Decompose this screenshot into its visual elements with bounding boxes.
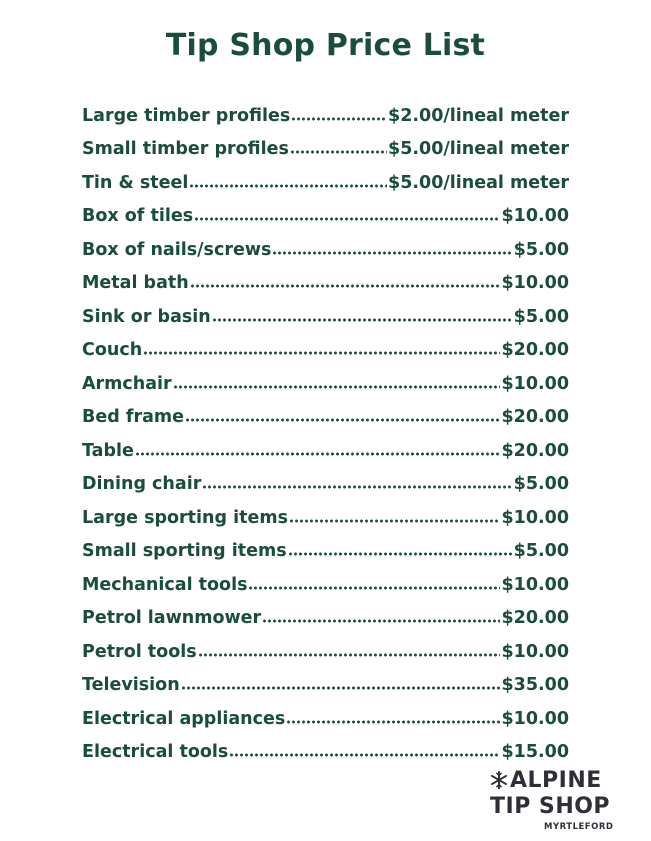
dot-leader bbox=[181, 686, 501, 690]
dot-leader bbox=[198, 653, 501, 657]
item-price: $5.00 bbox=[513, 306, 569, 327]
dot-leader bbox=[212, 318, 513, 322]
item-price: $2.00/lineal meter bbox=[388, 105, 569, 126]
item-label: Couch bbox=[82, 340, 143, 360]
price-row bbox=[82, 394, 569, 428]
item-price: $10.00 bbox=[501, 574, 569, 595]
dot-leader bbox=[288, 552, 513, 556]
price-row bbox=[82, 226, 569, 260]
item-price: $15.00 bbox=[501, 742, 569, 762]
price-row bbox=[82, 360, 569, 394]
dot-leader bbox=[272, 251, 512, 255]
price-row bbox=[82, 293, 569, 327]
dot-leader bbox=[143, 351, 500, 355]
item-price: $5.00 bbox=[513, 541, 569, 561]
price-row bbox=[82, 126, 569, 160]
item-label: Dining chair bbox=[82, 474, 202, 494]
price-row bbox=[82, 662, 569, 696]
item-label: Petrol tools bbox=[82, 641, 197, 662]
dot-leader bbox=[286, 720, 500, 724]
item-label: Armchair bbox=[82, 373, 172, 394]
item-price: $20.00 bbox=[501, 407, 569, 427]
price-row bbox=[82, 595, 569, 629]
price-row bbox=[82, 193, 569, 227]
price-row bbox=[82, 427, 569, 461]
item-label: Electrical tools bbox=[82, 742, 229, 762]
item-price: $20.00 bbox=[501, 340, 569, 360]
item-price: $10.00 bbox=[501, 373, 569, 394]
item-price: $10.00 bbox=[501, 507, 569, 528]
price-row bbox=[82, 695, 569, 729]
logo-text-alpine: ALPINE bbox=[510, 768, 602, 793]
snowflake-icon bbox=[490, 771, 508, 789]
dot-leader bbox=[290, 150, 387, 154]
item-label: Large sporting items bbox=[82, 507, 289, 528]
item-price: $10.00 bbox=[501, 708, 569, 729]
logo-text-myrtleford: MYRTLEFORD bbox=[544, 822, 614, 832]
price-row bbox=[82, 561, 569, 595]
price-row bbox=[82, 327, 569, 361]
price-row bbox=[82, 628, 569, 662]
item-label: Table bbox=[82, 440, 134, 461]
item-price: $20.00 bbox=[501, 440, 569, 461]
dot-leader bbox=[248, 586, 500, 590]
dot-leader bbox=[229, 753, 500, 757]
item-label: Large timber profiles bbox=[82, 105, 291, 126]
page-title: Tip Shop Price List bbox=[165, 28, 486, 63]
dot-leader bbox=[185, 418, 500, 422]
price-row bbox=[82, 528, 569, 562]
item-price: $5.00 bbox=[513, 474, 569, 494]
dot-leader bbox=[291, 117, 387, 121]
item-label: Tin & steel bbox=[82, 172, 189, 193]
item-price: $10.00 bbox=[501, 206, 569, 226]
item-label: Mechanical tools bbox=[82, 574, 248, 595]
dot-leader bbox=[202, 485, 512, 489]
item-price: $20.00 bbox=[501, 608, 569, 628]
dot-leader bbox=[135, 452, 501, 456]
item-label: Petrol lawnmower bbox=[82, 608, 262, 628]
price-row bbox=[82, 461, 569, 495]
item-label: Box of tiles bbox=[82, 206, 194, 226]
dot-leader bbox=[173, 385, 501, 389]
logo-text-tip-shop: TIP SHOP bbox=[490, 794, 611, 819]
price-row bbox=[82, 159, 569, 193]
item-label: Television bbox=[82, 675, 180, 695]
dot-leader bbox=[194, 217, 500, 221]
item-price: $5.00/lineal meter bbox=[388, 172, 569, 193]
price-row bbox=[82, 729, 569, 763]
item-label: Small sporting items bbox=[82, 541, 287, 561]
dot-leader bbox=[190, 284, 501, 288]
price-row bbox=[82, 260, 569, 294]
item-label: Small timber profiles bbox=[82, 139, 289, 159]
logo bbox=[490, 768, 620, 834]
dot-leader bbox=[289, 519, 500, 523]
item-label: Metal bath bbox=[82, 273, 189, 293]
item-label: Electrical appliances bbox=[82, 708, 286, 729]
item-price: $35.00 bbox=[501, 675, 569, 695]
dot-leader bbox=[189, 184, 387, 188]
item-label: Box of nails/screws bbox=[82, 239, 272, 260]
price-row bbox=[82, 92, 569, 126]
price-list bbox=[82, 92, 569, 762]
item-price: $5.00 bbox=[513, 239, 569, 260]
dot-leader bbox=[262, 619, 500, 623]
item-price: $5.00/lineal meter bbox=[388, 139, 569, 159]
item-price: $10.00 bbox=[501, 641, 569, 662]
item-price: $10.00 bbox=[501, 273, 569, 293]
price-row bbox=[82, 494, 569, 528]
item-label: Bed frame bbox=[82, 407, 184, 427]
item-label: Sink or basin bbox=[82, 306, 211, 327]
